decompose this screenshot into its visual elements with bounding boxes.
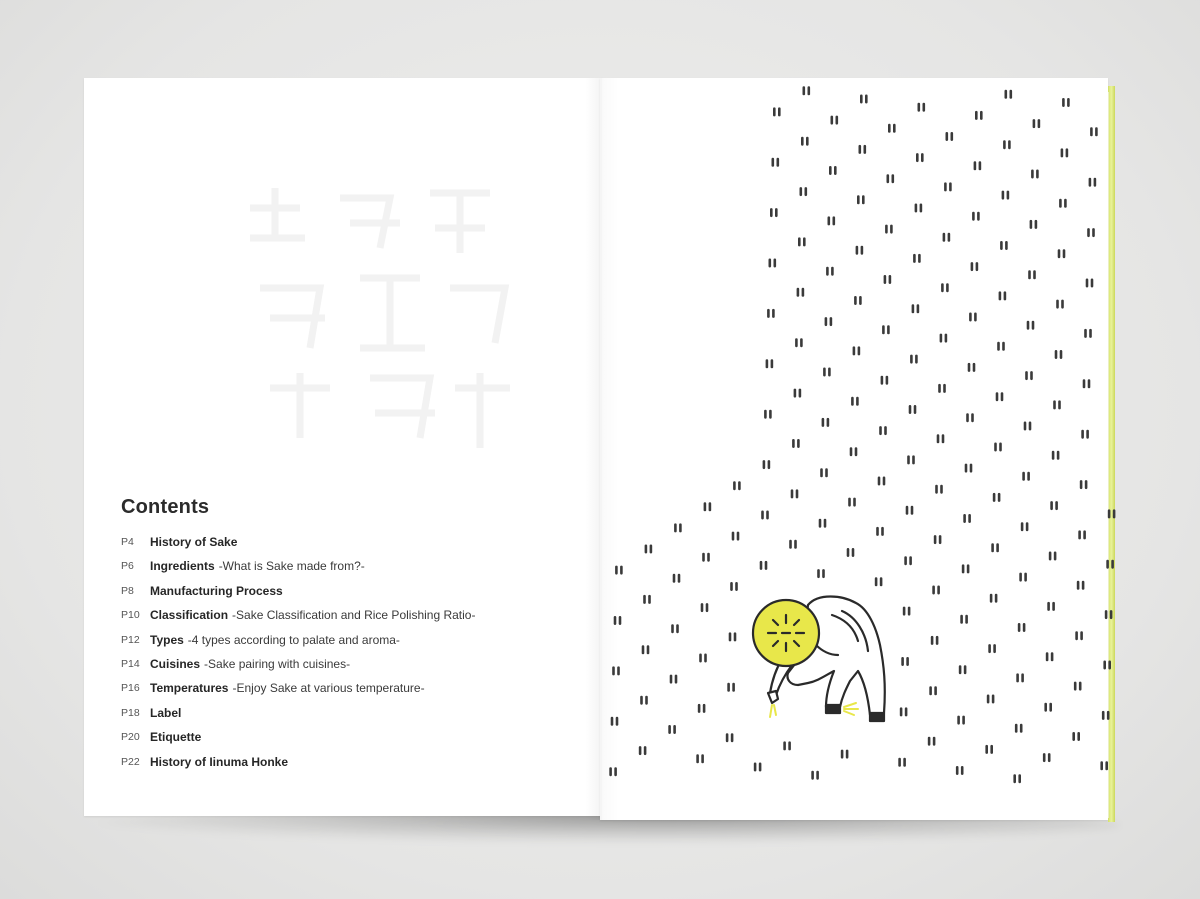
- toc-page-number: P18: [121, 706, 140, 719]
- show-through-text: [230, 178, 530, 508]
- toc-item[interactable]: [121, 533, 581, 557]
- toc-title-text: Classification: [150, 608, 229, 623]
- toc-page-number: P10: [121, 609, 140, 622]
- toc-item[interactable]: [121, 557, 581, 581]
- toc-title: [150, 608, 475, 622]
- rice-planter-figure-icon: [746, 585, 896, 735]
- toc-subtitle: -Enjoy Sake at various temperature-: [232, 681, 425, 696]
- toc-title: [150, 657, 350, 671]
- toc-page-number: P8: [121, 584, 134, 597]
- toc-item[interactable]: [121, 582, 581, 606]
- toc-item[interactable]: [121, 655, 581, 679]
- toc-subtitle: -4 types according to palate and aroma-: [187, 632, 400, 647]
- toc-page-number: P6: [121, 560, 134, 573]
- toc-item[interactable]: [121, 606, 581, 630]
- toc-title-text: Manufacturing Process: [150, 583, 283, 598]
- toc-item[interactable]: [121, 753, 581, 777]
- toc-page-number: P20: [121, 731, 140, 744]
- toc-title: [150, 584, 287, 598]
- toc-item[interactable]: [121, 679, 581, 703]
- toc-title: [150, 535, 241, 549]
- toc-title-text: Cuisines: [150, 656, 201, 671]
- toc-title-text: Types: [150, 632, 184, 647]
- toc-item[interactable]: [121, 728, 581, 752]
- toc-title-text: Etiquette: [150, 730, 202, 745]
- toc-item[interactable]: [121, 631, 581, 655]
- toc-page-number: P22: [121, 755, 140, 768]
- toc-page-number: P14: [121, 657, 140, 670]
- toc-title-text: History of Sake: [150, 535, 238, 549]
- toc-title-text: History of Iinuma Honke: [150, 754, 289, 769]
- toc-title-text: Ingredients: [150, 559, 215, 574]
- toc-title: [150, 633, 400, 647]
- toc-title-text: Label: [150, 705, 182, 720]
- toc-title: [150, 559, 365, 573]
- page-stack-edge: [1108, 86, 1115, 822]
- contents-heading: Contents: [121, 496, 210, 518]
- faint-reverse-print-icon: [230, 178, 530, 508]
- toc-title: [150, 730, 205, 744]
- toc-subtitle: -Sake Classification and Rice Polishing Ratio-: [232, 608, 476, 623]
- toc-page-number: P16: [121, 682, 140, 695]
- table-of-contents: [121, 533, 581, 777]
- toc-subtitle: -Sake pairing with cuisines-: [204, 656, 351, 671]
- toc-title-text: Temperatures: [150, 681, 229, 696]
- toc-item[interactable]: [121, 704, 581, 728]
- toc-title: [150, 706, 185, 720]
- toc-subtitle: -What is Sake made from?-: [218, 559, 365, 574]
- book-gutter: [585, 78, 619, 820]
- toc-title: [150, 681, 425, 695]
- toc-page-number: P12: [121, 633, 140, 646]
- toc-page-number: P4: [121, 536, 134, 548]
- toc-title: [150, 755, 292, 769]
